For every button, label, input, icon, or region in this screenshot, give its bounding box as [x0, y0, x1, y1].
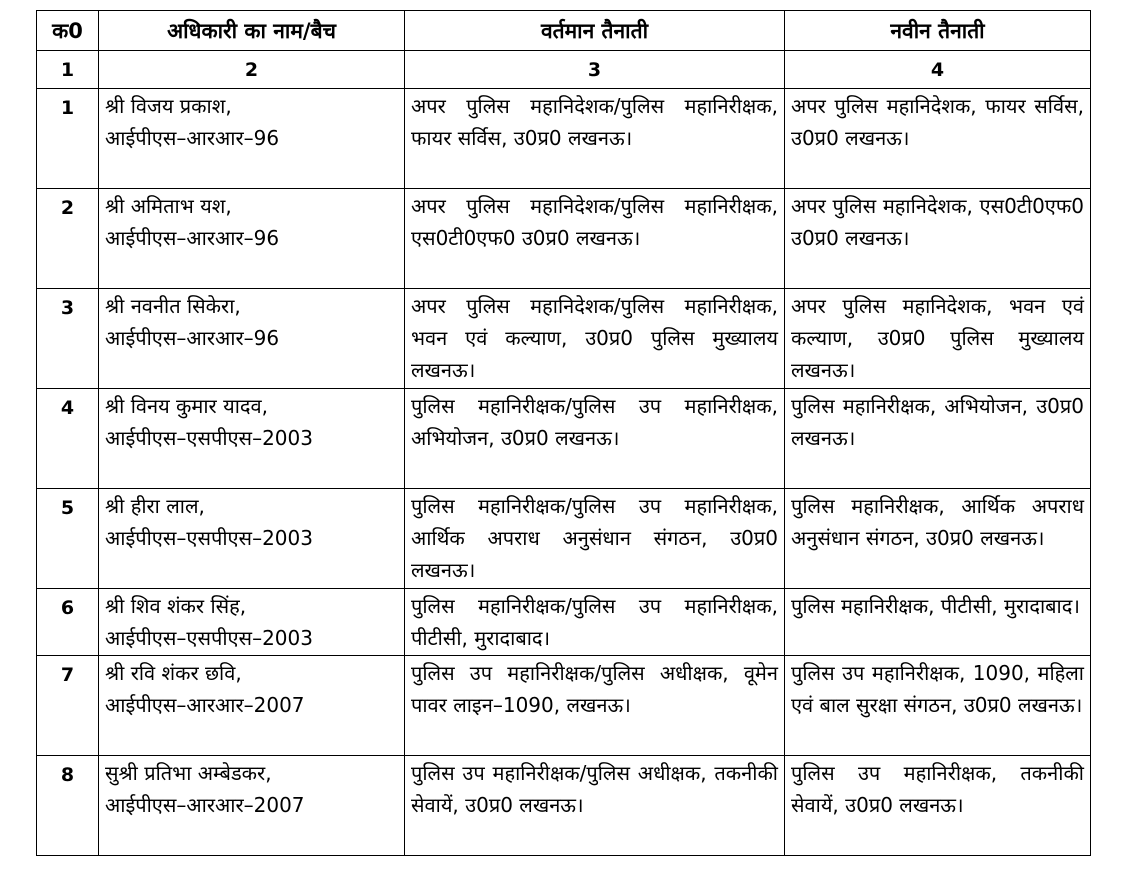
- current-posting: पुलिस उप महानिरीक्षक/पुलिस अधीक्षक, तकनीकी सेवायें, उ0प्र0 लखनऊ।: [405, 756, 785, 856]
- current-posting: अपर पुलिस महानिदेशक/पुलिस महानिरीक्षक, भवन एवं कल्याण, उ0प्र0 पुलिस मुख्यालय लखनऊ।: [405, 289, 785, 389]
- header-officer-name-batch: अधिकारी का नाम/बैच: [99, 11, 405, 51]
- new-posting: पुलिस महानिरीक्षक, अभियोजन, उ0प्र0 लखनऊ।: [785, 389, 1091, 489]
- current-posting: पुलिस महानिरीक्षक/पुलिस उप महानिरीक्षक, आर्थिक अपराध अनुसंधान संगठन, उ0प्र0 लखनऊ।: [405, 489, 785, 589]
- table-row: [37, 756, 1091, 856]
- serial-number: 1: [37, 89, 99, 189]
- officer-batch: आईपीएस–आरआर–96: [105, 126, 280, 150]
- officer-name: सुश्री प्रतिभा अम्बेडकर,: [105, 761, 272, 785]
- officer-batch: आईपीएस–आरआर–2007: [105, 793, 305, 817]
- column-number: 1: [37, 51, 99, 89]
- officer-name: श्री रवि शंकर छवि,: [105, 661, 242, 685]
- officer-batch: आईपीएस–आरआर–96: [105, 326, 280, 350]
- new-posting: पुलिस उप महानिरीक्षक, तकनीकी सेवायें, उ0प्र0 लखनऊ।: [785, 756, 1091, 856]
- serial-number: 3: [37, 289, 99, 389]
- new-posting: पुलिस महानिरीक्षक, आर्थिक अपराध अनुसंधान संगठन, उ0प्र0 लखनऊ।: [785, 489, 1091, 589]
- officer-cell: [99, 89, 405, 189]
- table-row: [37, 656, 1091, 756]
- serial-number: 4: [37, 389, 99, 489]
- table-row: [37, 589, 1091, 656]
- transfer-table: [36, 10, 1091, 856]
- officer-cell: [99, 756, 405, 856]
- column-number: 4: [785, 51, 1091, 89]
- officer-name: श्री विजय प्रकाश,: [105, 94, 232, 118]
- serial-number: 6: [37, 589, 99, 656]
- officer-batch: आईपीएस–एसपीएस–2003: [105, 626, 313, 650]
- header-row: [37, 11, 1091, 51]
- current-posting: अपर पुलिस महानिदेशक/पुलिस महानिरीक्षक, फायर सर्विस, उ0प्र0 लखनऊ।: [405, 89, 785, 189]
- column-number-row: [37, 51, 1091, 89]
- new-posting: पुलिस महानिरीक्षक, पीटीसी, मुरादाबाद।: [785, 589, 1091, 656]
- table-row: [37, 89, 1091, 189]
- serial-number: 7: [37, 656, 99, 756]
- current-posting: पुलिस महानिरीक्षक/पुलिस उप महानिरीक्षक, अभियोजन, उ0प्र0 लखनऊ।: [405, 389, 785, 489]
- new-posting: अपर पुलिस महानिदेशक, एस0टी0एफ0 उ0प्र0 लखनऊ।: [785, 189, 1091, 289]
- header-new-posting: नवीन तैनाती: [785, 11, 1091, 51]
- current-posting: पुलिस उप महानिरीक्षक/पुलिस अधीक्षक, वूमेन पावर लाइन–1090, लखनऊ।: [405, 656, 785, 756]
- current-posting: अपर पुलिस महानिदेशक/पुलिस महानिरीक्षक, एस0टी0एफ0 उ0प्र0 लखनऊ।: [405, 189, 785, 289]
- serial-number: 8: [37, 756, 99, 856]
- column-number: 2: [99, 51, 405, 89]
- officer-name: श्री विनय कुमार यादव,: [105, 394, 268, 418]
- officer-batch: आईपीएस–आरआर–2007: [105, 693, 305, 717]
- officer-cell: [99, 289, 405, 389]
- serial-number: 5: [37, 489, 99, 589]
- officer-batch: आईपीएस–एसपीएस–2003: [105, 526, 313, 550]
- officer-cell: [99, 489, 405, 589]
- table-row: [37, 289, 1091, 389]
- table-row: [37, 389, 1091, 489]
- officer-name: श्री अमिताभ यश,: [105, 194, 232, 218]
- officer-name: श्री हीरा लाल,: [105, 494, 205, 518]
- officer-cell: [99, 189, 405, 289]
- officer-name: श्री नवनीत सिकेरा,: [105, 294, 241, 318]
- new-posting: पुलिस उप महानिरीक्षक, 1090, महिला एवं बाल सुरक्षा संगठन, उ0प्र0 लखनऊ।: [785, 656, 1091, 756]
- table-row: [37, 189, 1091, 289]
- header-serial: क0: [37, 11, 99, 51]
- officer-cell: [99, 656, 405, 756]
- officer-cell: [99, 589, 405, 656]
- officer-cell: [99, 389, 405, 489]
- officer-batch: आईपीएस–आरआर–96: [105, 226, 280, 250]
- new-posting: अपर पुलिस महानिदेशक, फायर सर्विस, उ0प्र0 लखनऊ।: [785, 89, 1091, 189]
- new-posting: अपर पुलिस महानिदेशक, भवन एवं कल्याण, उ0प्र0 पुलिस मुख्यालय लखनऊ।: [785, 289, 1091, 389]
- officer-batch: आईपीएस–एसपीएस–2003: [105, 426, 313, 450]
- table-row: [37, 489, 1091, 589]
- officer-name: श्री शिव शंकर सिंह,: [105, 594, 247, 618]
- header-current-posting: वर्तमान तैनाती: [405, 11, 785, 51]
- current-posting: पुलिस महानिरीक्षक/पुलिस उप महानिरीक्षक, पीटीसी, मुरादाबाद।: [405, 589, 785, 656]
- serial-number: 2: [37, 189, 99, 289]
- column-number: 3: [405, 51, 785, 89]
